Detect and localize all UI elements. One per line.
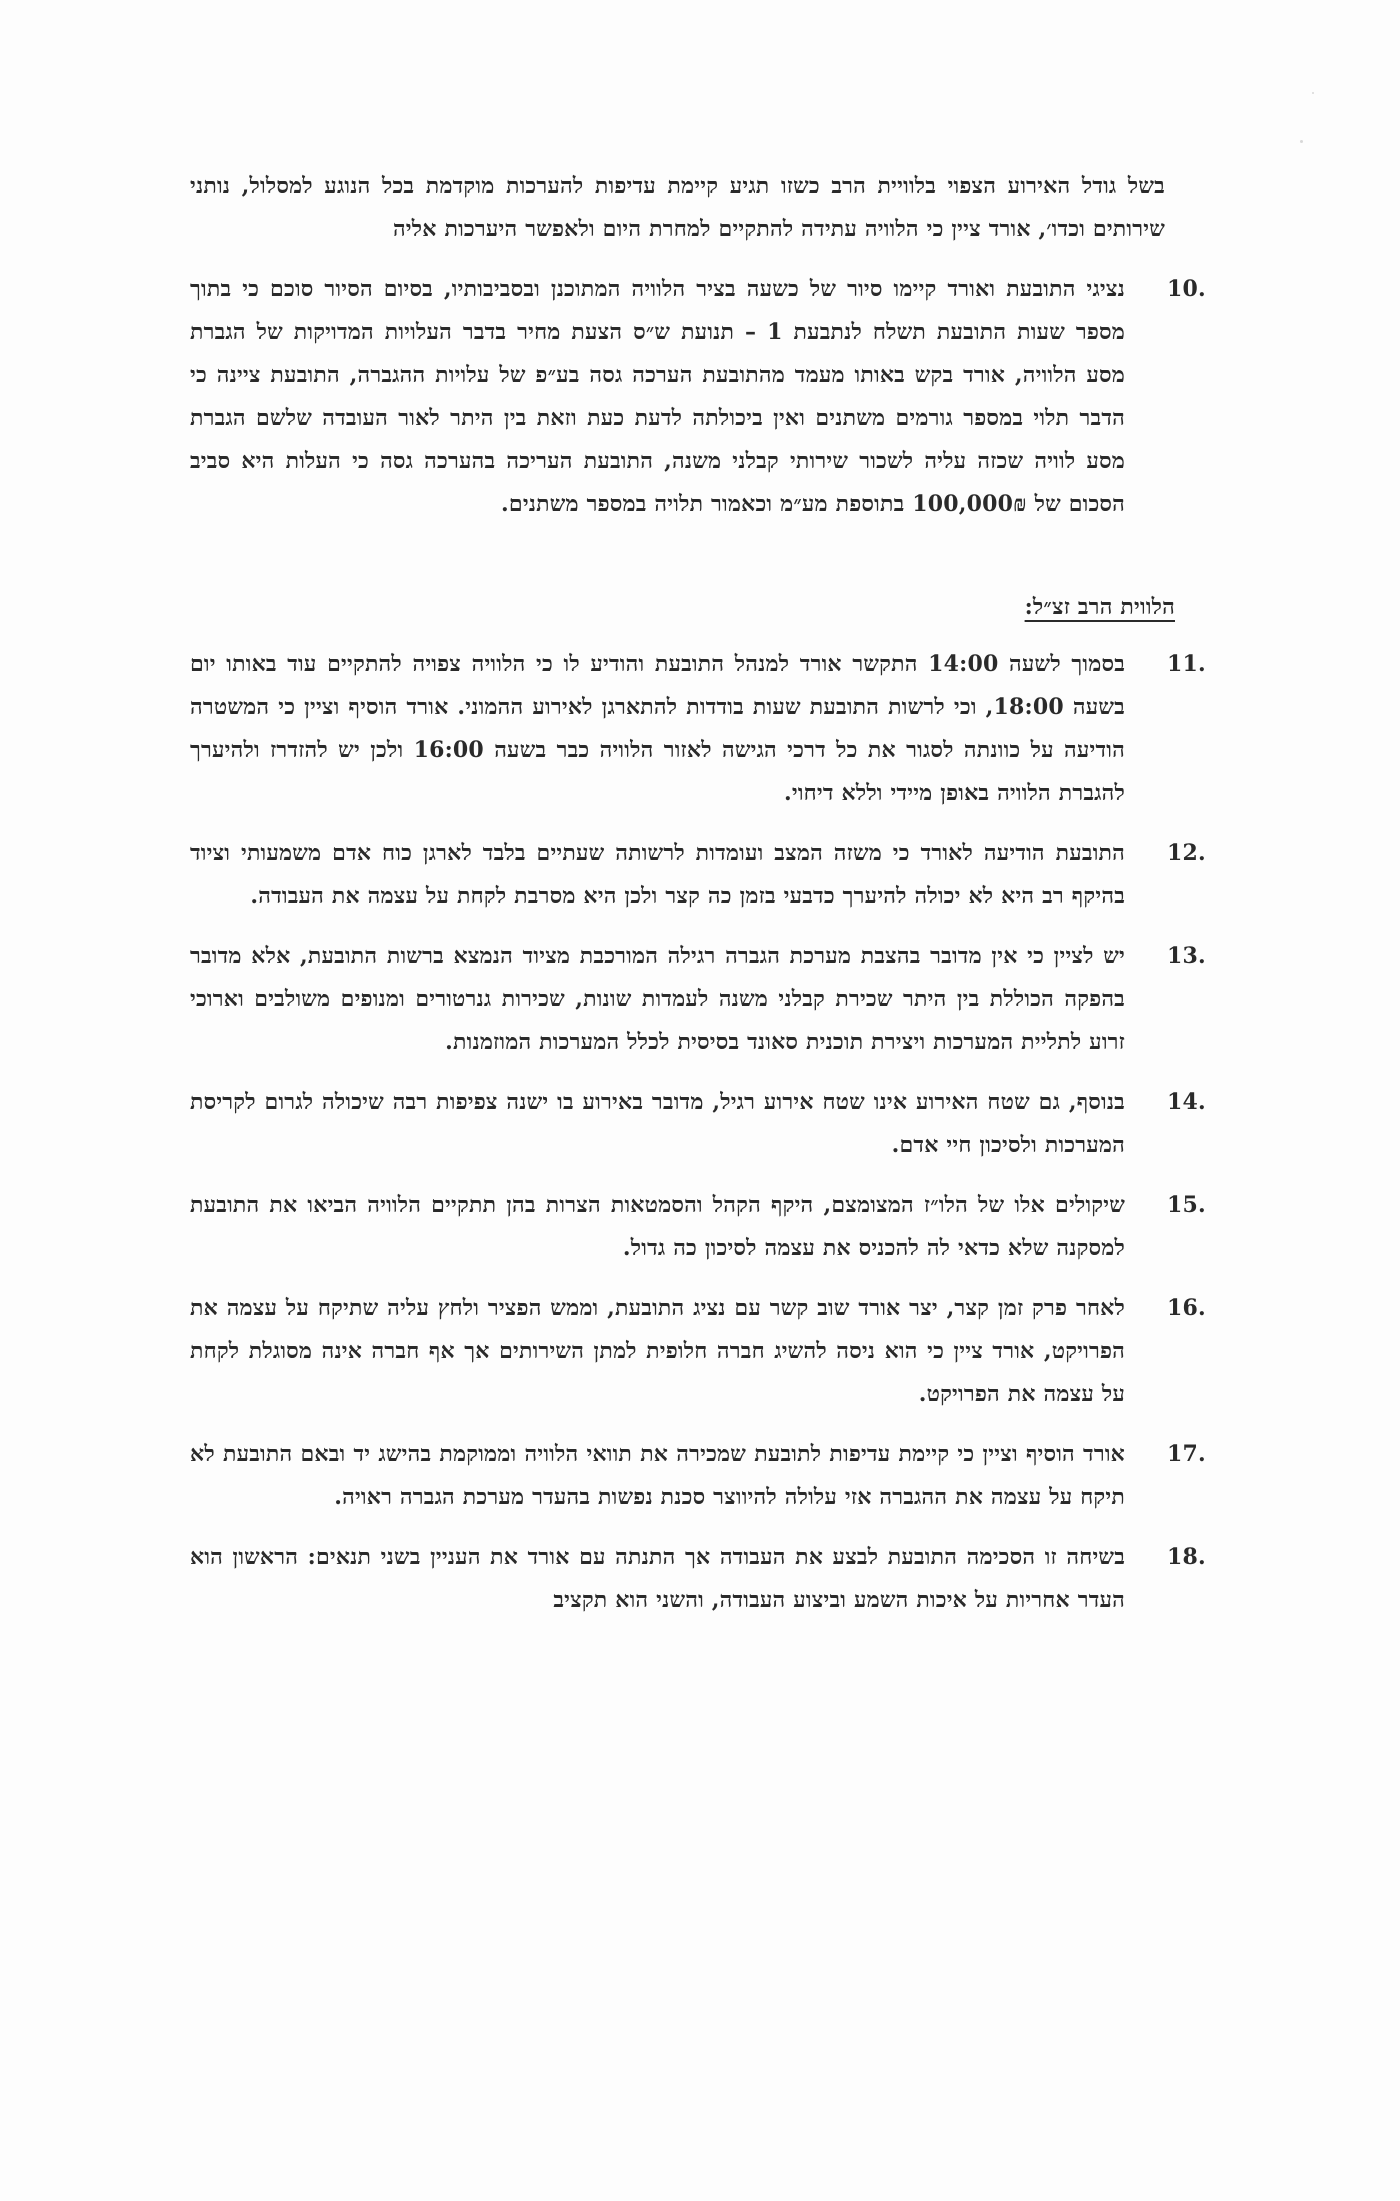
- paragraph-17: [190, 1433, 1206, 1519]
- paragraph-12: [190, 832, 1206, 918]
- paragraph-number: 17.: [1167, 1441, 1206, 1467]
- paragraph-number: 18.: [1167, 1544, 1206, 1570]
- paragraph-number: 15.: [1167, 1192, 1206, 1218]
- scan-speck: [1312, 92, 1314, 94]
- paragraph-text: התובעת הודיעה לאורד כי משזה המצב ועומדות לרשותה שעתיים בלבד לארגן כוח אדם משמעותי וציוד בהיקף רב היא לא יכולה להיערך כדבעי בזמן כה קצר ולכן היא מסרבת לקחת על עצמה את העבודה.: [190, 840, 1125, 909]
- paragraph-11: [190, 643, 1206, 815]
- opening-paragraph: [190, 165, 1165, 251]
- paragraph-text: לאחר פרק זמן קצר, יצר אורד שוב קשר עם נציג התובעת, וממש הפציר ולחץ עליה שתיקח על עצמה את הפרויקט, אורד ציין כי הוא ניסה להשיג חברה חלופית למתן השירותים אך אף חברה אינה מסוגלת לקחת על עצמה את הפרויקט.: [190, 1295, 1125, 1407]
- paragraph-16: [190, 1287, 1206, 1416]
- paragraph-18: [190, 1536, 1206, 1622]
- paragraph-text: בסמוך לשעה 14:00 התקשר אורד למנהל התובעת והודיע לו כי הלוויה צפויה להתקיים עוד באותו יום בשעה 18:00, וכי לרשות התובעת שעות בודדות להתארגן לאירוע ההמוני. אורד הוסיף וציין כי המשטרה הודיעה על כוונתה לסגור את כל דרכי הגישה לאזור הלוויה כבר בשעה 16:00 ולכן יש להזדרז ולהיערך להגברת הלוויה באופן מיידי וללא דיחוי.: [190, 651, 1125, 806]
- paragraph-text: נציגי התובעת ואורד קיימו סיור של כשעה בציר הלוויה המתוכנן ובסביבותיו, בסיום הסיור סוכם כי בתוך מספר שעות התובעת תשלח לנתבעת 1 – תנועת ש״ס הצעת מחיר בדבר העלויות המדויקות של הגברת מסע הלוויה, אורד בקש באותו מעמד מהתובעת הערכה גסה בע״פ של עלויות ההגברה, התובעת ציינה כי הדבר תלוי במספר גורמים משתנים ואין ביכולתה לדעת כעת וזאת בין היתר לאור העובדה שלשם הגברת מסע לוויה שכזה עליה לשכור שירותי קבלני משנה, התובעת העריכה בהערכה גסה כי העלות היא סביב הסכום של 100,000₪ בתוספת מע״מ וכאמור תלויה במספר משתנים.: [190, 276, 1125, 517]
- paragraph-number: 16.: [1167, 1295, 1206, 1321]
- paragraph-text: בנוסף, גם שטח האירוע אינו שטח אירוע רגיל, מדובר באירוע בו ישנה צפיפות רבה שיכולה לגרום לקריסת המערכות ולסיכון חיי אדם.: [190, 1089, 1125, 1158]
- scan-speck: [1300, 140, 1303, 143]
- paragraph-text: בשיחה זו הסכימה התובעת לבצע את העבודה אך התנתה עם אורד את העניין בשני תנאים: הראשון הוא העדר אחריות על איכות השמע וביצוע העבודה, והשני הוא תקציב: [190, 1544, 1125, 1613]
- paragraph-text: שיקולים אלו של הלו״ז המצומצם, היקף הקהל והסמטאות הצרות בהן תתקיים הלוויה הביאו את התובעת למסקנה שלא כדאי לה להכניס את עצמה לסיכון כה גדול.: [190, 1192, 1125, 1261]
- paragraph-13: [190, 935, 1206, 1064]
- document-body: [190, 165, 1206, 1639]
- paragraph-number: 14.: [1167, 1089, 1206, 1115]
- paragraph-10: [190, 268, 1206, 526]
- paragraph-14: [190, 1081, 1206, 1167]
- paragraph-number: 10.: [1167, 276, 1206, 302]
- paragraph-number: 13.: [1167, 943, 1206, 969]
- paragraph-text: יש לציין כי אין מדובר בהצבת מערכת הגברה רגילה המורכבת מציוד הנמצא ברשות התובעת, אלא מדובר בהפקה הכוללת בין היתר שכירת קבלני משנה לעמדות שונות, שכירות גנרטורים ומנופים משולבים וארוכי זרוע לתליית המערכות ויצירת תוכנית סאונד בסיסית לכלל המערכות המוזמנות.: [190, 943, 1125, 1055]
- paragraph-number: 12.: [1167, 840, 1206, 866]
- paragraph-text: אורד הוסיף וציין כי קיימת עדיפות לתובעת שמכירה את תוואי הלוויה וממוקמת בהישג יד ובאם התובעת לא תיקח על עצמה את ההגברה אזי עלולה להיווצר סכנת נפשות בהעדר מערכת הגברה ראויה.: [190, 1441, 1125, 1510]
- section-heading: הלווית הרב זצ״ל:: [1024, 594, 1175, 620]
- paragraph-15: [190, 1184, 1206, 1270]
- paragraph-text: בשל גודל האירוע הצפוי בלוויית הרב כשזו תגיע קיימת עדיפות להערכות מוקדמת בכל הנוגע למסלול, נותני שירותים וכדו׳, אורד ציין כי הלוויה עתידה להתקיים למחרת היום ולאפשר היערכות אליה: [190, 173, 1165, 242]
- paragraph-number: 11.: [1167, 651, 1206, 677]
